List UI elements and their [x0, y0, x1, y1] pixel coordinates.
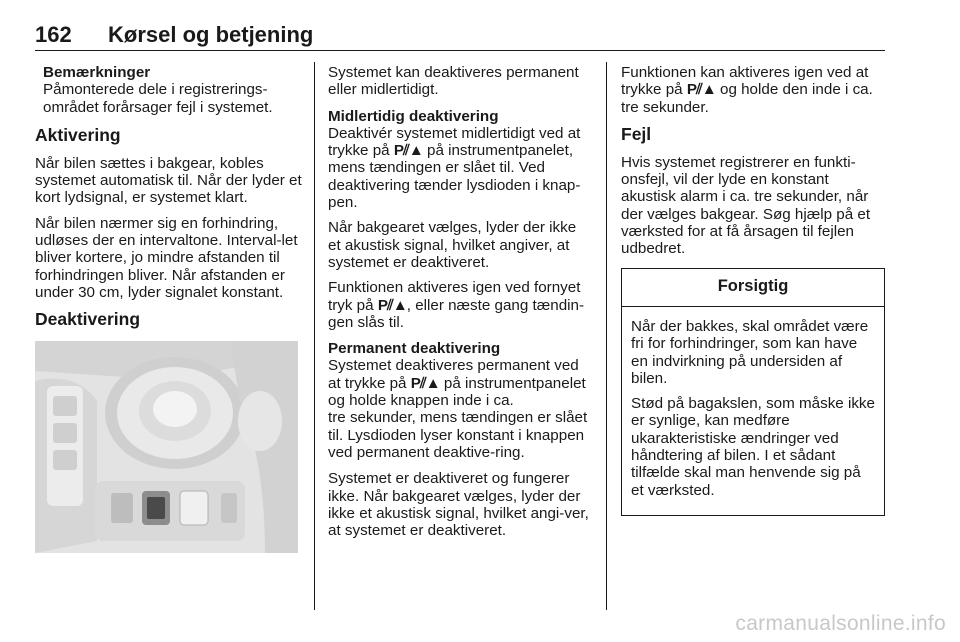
- note-text: Påmonterede dele i registrerings-området forårsager fejl i systemet.: [43, 81, 273, 116]
- paragraph: Hvis systemet registrerer en funkti-onsfejl, vil der lyde en konstant akustisk alarm i ca. tre sekunder, når der vælges bakgear. Søg hjælp på et værksted for at få årsagen til fejlen udbedret.: [621, 153, 871, 258]
- paragraph: Systemet er deaktiveret og fungerer ikke. Når bakgearet vælges, lyder der ikke et akustisk signal, hvilket angi-ver, at systemet er deaktiveret.: [328, 470, 589, 540]
- column-divider: [314, 62, 315, 610]
- subheading-permanent: Permanent deaktivering: [328, 340, 501, 358]
- note-heading: Bemærkninger: [43, 64, 151, 81]
- caution-body: [622, 307, 884, 515]
- page-number: 162: [35, 22, 72, 47]
- paragraph: Funktionen aktiveres igen ved fornyet tryk på P⫽▲, eller næste gang tændin-gen slås til.: [328, 279, 585, 331]
- paragraph: Når der bakkes, skal området være fri for forhindringer, som kan have en indvirkning på undersiden af bilen.: [631, 317, 869, 387]
- column-2: [328, 64, 590, 547]
- paragraph: Når bilen sættes i bakgear, kobles systemet automatisk til. Når der lyder et kort lydsignal, er systemet klart.: [35, 154, 302, 207]
- paragraph: Funktionen kan aktiveres igen ved at trykke på P⫽▲ og holde den inde i ca. tre sekunder.: [621, 64, 873, 116]
- header-rule: [35, 50, 885, 51]
- paragraph: Når bakgearet vælges, lyder der ikke et akustisk signal, hvilket angiver, at systemet er deaktiveret.: [328, 219, 577, 271]
- column-3: [621, 64, 885, 516]
- watermark: carmanualsonline.info: [735, 612, 946, 635]
- section-heading-deaktivering: Deaktivering: [35, 309, 141, 330]
- park-assist-icon: P⫽▲: [377, 296, 407, 314]
- park-assist-icon: P⫽▲: [686, 81, 716, 99]
- dashboard-switch-panel-illustration: [35, 341, 298, 553]
- page-title: Kørsel og betjening: [108, 22, 314, 47]
- subheading-midlertidig: Midlertidig deaktivering: [328, 107, 499, 125]
- paragraph: Deaktivér systemet midlertidigt ved at trykke på P⫽▲ på instrumentpanelet, mens tændingen er slået til. Ved deaktivering tænder lysdioden i knap-pen.: [328, 124, 581, 212]
- column-divider: [606, 62, 607, 610]
- section-heading-fejl: Fejl: [621, 123, 652, 144]
- paragraph: Systemet kan deaktiveres permanent eller midlertidigt.: [328, 64, 579, 99]
- caution-heading: Forsigtig: [622, 269, 884, 307]
- paragraph: Systemet deaktiveres permanent ved at trykke på P⫽▲ på instrumentpanelet og holde knappen inde i ca. tre sekunder, mens tændingen er slået til. Lysdioden lyser konstant i knappen ved permanent deaktive-ring.: [328, 357, 588, 461]
- dashboard-illustration-svg: [35, 341, 298, 553]
- section-heading-aktivering: Aktivering: [35, 124, 121, 145]
- paragraph: Når bilen nærmer sig en forhindring, udløses der en intervaltone. Interval-let bliver kortere, jo mindre afstanden til forhindringen bliver. Når afstanden er under 30 cm, lyder signalet konstant.: [35, 214, 298, 301]
- park-assist-icon: P⫽▲: [393, 142, 423, 160]
- park-assist-icon: P⫽▲: [410, 374, 440, 392]
- page-header: [35, 22, 885, 54]
- column-1: [35, 64, 303, 553]
- caution-box: [621, 268, 885, 516]
- paragraph: Stød på bagakslen, som måske ikke er synlige, kan medføre ukarakteristiske ændringer ved håndtering af bilen. I et sådant tilfælde skal man henvende sig på et værksted.: [631, 395, 875, 499]
